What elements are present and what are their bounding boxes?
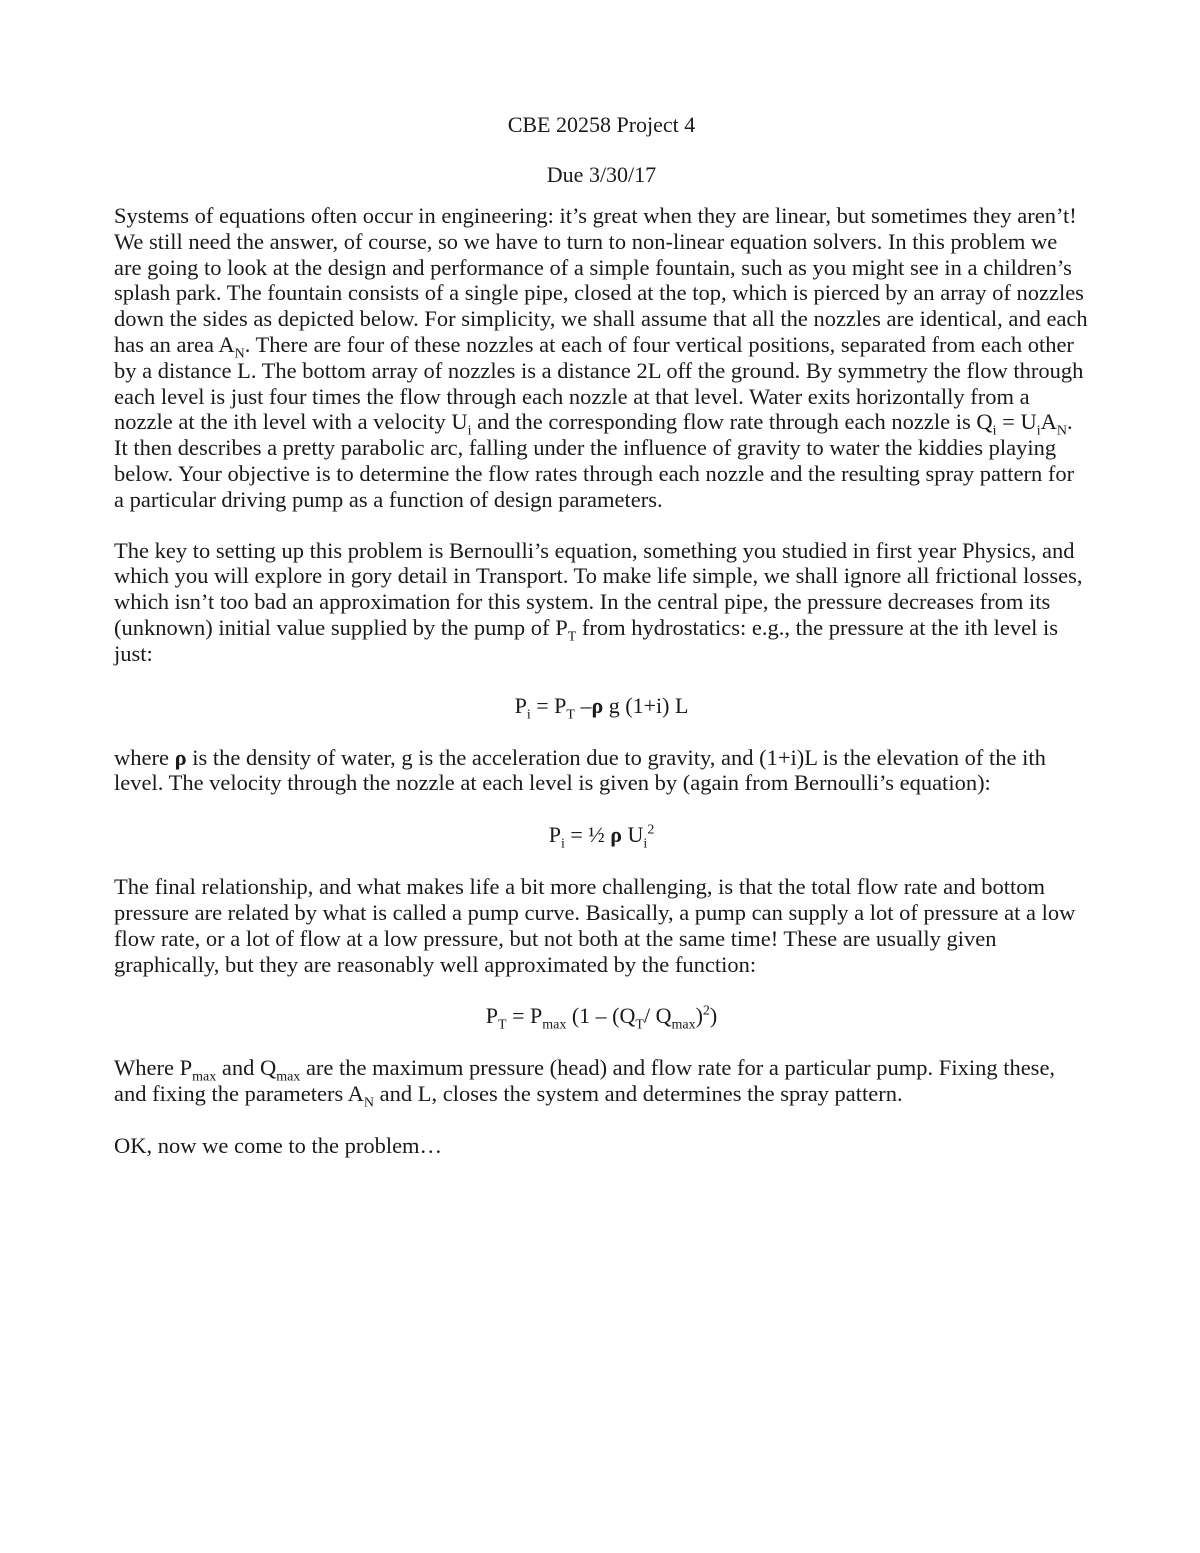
subscript-T: T [498, 1017, 507, 1033]
text-run: and [216, 1055, 260, 1081]
symbol-P: P [485, 1003, 498, 1029]
symbol-P: P [548, 822, 561, 848]
subscript-T: T [566, 706, 575, 722]
symbol-U: U [451, 409, 468, 435]
symbol-P: P [555, 614, 568, 640]
symbol-U: U [627, 822, 644, 848]
subscript-i: i [526, 706, 531, 722]
parameters-paragraph [114, 1055, 1089, 1111]
text-run: where [114, 744, 175, 770]
text-run: and L, closes the system and determines the spray pattern. [374, 1081, 903, 1107]
symbol-P: P [554, 692, 567, 718]
bernoulli-paragraph [114, 538, 1089, 667]
subscript-T: T [635, 1017, 644, 1033]
symbol-P: P [179, 1055, 193, 1081]
subscript-i: i [643, 836, 648, 852]
eq-text: – [574, 692, 592, 718]
pump-curve-paragraph: The final relationship, and what makes life a bit more challenging, is that the total flow rate and bottom pressure are related by what is called a pump curve. Basically, a pump can supply a lot of pressure at a low flow rate, or a lot of flow at a low pressure, but not both at the same time! These are usually given graphically, but they are reasonably well approximated by the function: [114, 874, 1076, 977]
subscript-max: max [671, 1017, 696, 1033]
text-run: from hydrostatics: e.g., the pressure at the ith level is just: [114, 614, 1059, 666]
subscript-T: T [567, 629, 577, 645]
text-run: is the density of water, g is the acceleration due to gravity, and (1+i)L is the elevation of the ith level. The velocity through the nozzle at each level is given by (again from Bernoulli’s equation): [114, 744, 1046, 796]
equation-hydrostatic [114, 692, 1089, 722]
eq-text: / [643, 1003, 656, 1029]
subscript-max: max [542, 1017, 567, 1033]
symbol-Q: Q [259, 1055, 277, 1081]
subscript-max: max [192, 1069, 217, 1085]
text-run: Systems of equations often occur in engineering: it’s great when they are linear, but sometimes they aren’t! We still need the answer, of course, so we have to turn to non-linear equation solvers. In this problem we are going to look at the design and performance of a simple fountain, such as you might see in a children’s splash park. The fountain consists of a single pipe, closed at the top, which is pierced by an array of nozzles down the sides as depicted below. For simplicity, we shall assume that all the nozzles are identical, and each has an area [114, 203, 1088, 357]
symbol-Q: Q [976, 409, 993, 435]
subscript-N: N [1056, 423, 1067, 439]
document-page [114, 112, 1089, 1159]
symbol-U: U [1020, 409, 1037, 435]
symbol-A: A [1040, 409, 1057, 435]
text-run: Where [114, 1055, 180, 1081]
symbol-Q: Q [619, 1003, 636, 1029]
eq-text: = [506, 1003, 530, 1029]
equation-velocity [114, 822, 1089, 852]
closing-line: OK, now we come to the problem… [114, 1132, 443, 1158]
subscript-i: i [467, 423, 472, 439]
eq-text: = [530, 692, 555, 718]
symbol-P: P [529, 1003, 543, 1029]
symbol-rho: ρ [591, 692, 604, 718]
eq-text: ) [709, 1003, 718, 1029]
document-title: CBE 20258 Project 4 [507, 112, 696, 137]
eq-text: ) [695, 1003, 703, 1029]
subscript-i: i [1036, 423, 1041, 439]
superscript-2: 2 [702, 1004, 710, 1019]
subscript-max: max [276, 1069, 301, 1085]
superscript-2: 2 [647, 822, 655, 838]
equation-pump-curve [114, 1003, 1089, 1033]
subscript-N: N [234, 346, 245, 362]
due-date: Due 3/30/17 [546, 162, 657, 187]
text-run: . It then describes a pretty parabolic arc, falling under the influence of gravity to water the kiddies playing below. Your objective is to determine the flow rates through each nozzle and the resulting spray pattern for a particular driving pump as a function of design parameters. [114, 409, 1075, 512]
text-run: and the corresponding flow rate through each nozzle is [471, 409, 977, 435]
text-run: . There are four of these nozzles at each of four vertical positions, separated from each other by a distance L. The bottom array of nozzles is a distance 2L off the ground. By symmetry the flow through each level is just four times the flow through each nozzle at that level. Water exits horizontally from a nozzle at the ith level with a velocity [114, 331, 1084, 435]
subscript-i: i [992, 423, 997, 439]
symbol-A: A [347, 1081, 364, 1107]
text-run: are the maximum pressure (head) and flow rate for a particular pump. Fixing these, and fixing the parameters [114, 1055, 1056, 1107]
text-run: The key to setting up this problem is Bernoulli’s equation, something you studied in first year Physics, and which you will explore in gory detail in Transport. To make life simple, we shall ignore all frictional losses, which isn’t too bad an approximation for this system. In the central pipe, the pressure decreases from its (unknown) initial value supplied by the pump of [114, 537, 1083, 640]
symbol-P: P [514, 692, 527, 718]
eq-text: = ½ [564, 822, 611, 848]
density-paragraph [114, 745, 1089, 797]
eq-text: (1 – ( [566, 1003, 620, 1029]
subscript-i: i [560, 836, 565, 852]
subscript-N: N [363, 1095, 375, 1111]
symbol-A: A [218, 331, 235, 357]
symbol-Q: Q [655, 1003, 672, 1029]
intro-paragraph: Systems of equations often occur in engineering: it’s great when they are linear, but sometimes they aren’t! We still need the answer, of course, so we have to turn to non-linear equation solvers. In this problem we are going to look at the design and performance of a simple fountain, such as you might see in a children’s splash park. The fountain consists of a single pipe, closed at the top, which is pierced by an array of nozzles down the sides as depicted below. For simplicity, we shall assume that all the nozzles are identical, and each has an area $A_N$. There are four of these nozzles at each of four vertical positions, separated from each other by a distance L. The bottom array of nozzles is a distance 2L off the ground. By symmetry the flow through each level is just four times the flow through each nozzle at that level. Water exits horizontally from a nozzle at the ith level with a velocity $U_i$ and the corresponding flow rate through each nozzle is $Q_i = U_iA_N$. It then describes a pretty parabolic arc, falling under the influence of gravity to water the kiddies playing below. Your objective is to determine the flow rates through each nozzle and the resulting spray pattern for a particular driving pump as a function of design parameters. [114, 203, 1088, 512]
symbol-rho: ρ [174, 744, 187, 770]
eq-text: g (1+i) L [603, 692, 689, 718]
symbol-rho: ρ [610, 822, 623, 848]
